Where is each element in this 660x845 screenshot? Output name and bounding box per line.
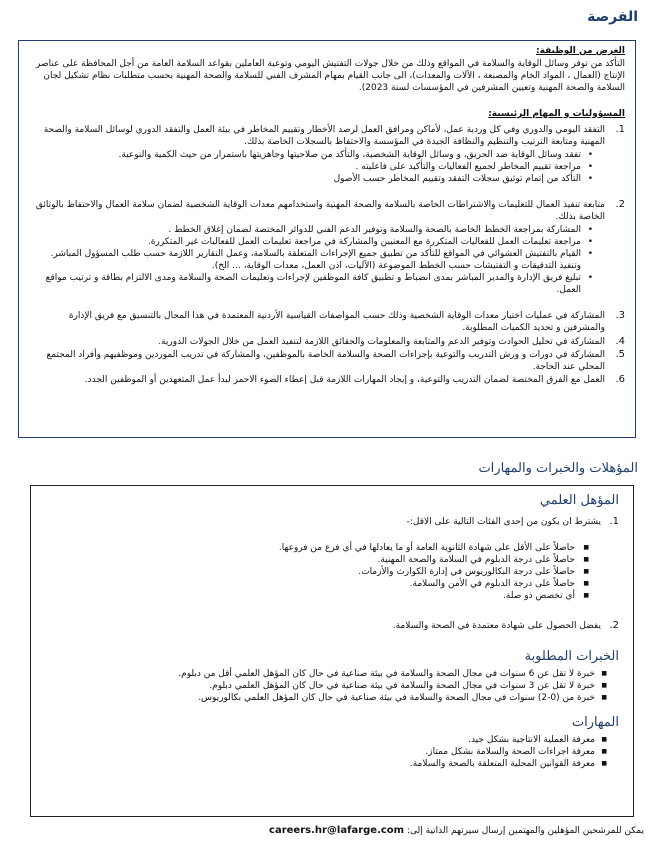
option-item: ■ حاصلاً على الأقل على شهادة الثانوية العامة أو ما يعادلها في أي فرع من فروعها. — [41, 542, 575, 554]
sub-list — [29, 224, 605, 296]
item-text: المشاركة في عمليات اختيار معدات الوقاية الشخصية وذلك حسب المواصفات القياسية الأردنية المعتمدة في هذا المجال بالتنسيق مع فريق الإدارة والمشرفين و تحديد الكميات المطلوبة. — [68, 311, 605, 333]
option-item: ■ حاصلاً على درجة البكالوريوس في إدارة الكوارث والأزمات. — [41, 566, 575, 578]
item-text: العمل مع الفرق المختصة لضمان التدريب والتوعية، و إيجاد المهارات اللازمة قبل إعطاء الضوء الاحمر لبدأ عمل المتعهدين أو الموظفين الجدد. — [84, 375, 605, 385]
item-number: 2. — [609, 620, 619, 631]
qualification-item — [41, 620, 619, 632]
responsibility-item — [29, 349, 625, 373]
item-text: متابعة تنفيذ العمال للتعليمات والاشتراطات الخاصة بالسلامة والصحة المهنية واستخدامهم معدات الوقاية الشخصية لضمان سلامة العمال والاحتفاظ بالوثائق الخاصة بذلك. — [35, 200, 605, 222]
opportunity-box — [18, 40, 636, 438]
item-number: 1. — [615, 124, 625, 135]
option-item: ■ أي تخصص ذو صلة. — [41, 590, 575, 602]
skills-list — [41, 734, 619, 770]
experience-item: ■ خبرة من (0-2) سنوات في مجال الصحة والسلامة في بيئة صناعية في حال كان المؤهل العلمي بكالوريوس. — [41, 692, 595, 704]
responsibilities-list — [29, 124, 625, 386]
item-text: يشترط ان يكون من إحدى الفئات التالية على الاقل:- — [406, 517, 601, 527]
item-text: المشاركة في تحليل الحوادث وتوفير الدعم والمتابعة والمعلومات والحقائق اللازمة لتنفيذ العمل من خلال الجولات الدورية. — [158, 337, 605, 347]
responsibilities-label: المسؤوليات و المهام الرئيسية: — [488, 109, 625, 119]
qualifications-box — [30, 485, 634, 817]
purpose-text: التأكد من توفر وسائل الوقاية والسلامة في المواقع وذلك من خلال جولات التفتيش اليومي وتوعية العاملين بقواعد السلامة العامة من أجل المحافظة على عناصر الإنتاج (العمال ، المواد الخام والمصنعة ، الآلات والمعدات)، الى جانب القيام بمهام المشرف الفني للسلامة والصحة المهنية بحسب متطلبات نظام تشكيل لجان السلامة والصحة المهنية وتعيين المشرفين في المؤسسات لسنة 2023). — [36, 59, 625, 93]
page-title: الفرصة — [587, 9, 638, 25]
sub-item: • مراجعة تعليمات العمل للفعاليات المتكررة مع المعنيين والمشاركة في مراجعة تعليمات العمل للفعاليات غير المتكررة. — [29, 236, 581, 248]
item-number: 4. — [615, 336, 625, 347]
responsibility-item — [29, 310, 625, 334]
skill-item: ■ معرفة القوانين المحلية المتعلقة بالصحة والسلامة. — [41, 758, 595, 770]
skill-item: ■ معرفة العملية الانتاجية بشكل جيد. — [41, 734, 595, 746]
purpose-label: الغرض من الوظيفة: — [536, 46, 625, 56]
item-number: 6. — [615, 374, 625, 385]
item-text: يفضل الحصول على شهادة معتمدة في الصحة والسلامة. — [392, 621, 601, 631]
item-text: المشاركة في دورات و ورش التدريب والتوعية بإجراءات الصحة والسلامة الخاصة بالموظفين، والمشاركة في تدريب الموردين وموظفيهم وأفراد المجتمع المحلي عند الحاجة. — [46, 350, 605, 372]
responsibility-item — [29, 124, 625, 185]
option-item: ■ حاصلاً على درجة الدبلوم في الأمن والسلامة. — [41, 578, 575, 590]
item-number: 3. — [615, 310, 625, 321]
experience-list — [41, 668, 619, 704]
qualification-options — [41, 542, 601, 602]
sub-item: • تفقد وسائل الوقاية ضد الحريق، و وسائل الوقاية الشخصية، والتأكد من صلاحيتها وجاهزيتها باستمرار من حيث الكمية والنوعية. — [29, 149, 581, 161]
sub-item: • القيام بالتفتيش العشوائي في المواقع للتأكد من تطبيق جميع الإجراءات المتعلقة بالسلامة، وعمل التقارير اللازمة حسب طلب المسؤول المباشر. وتنفيذ التدقيقات و التفتيشات حسب الخطط الموضوعة (الآليات، اذن العمل، معدات الوقاية، ... الخ). — [29, 248, 581, 272]
responsibility-item — [29, 374, 625, 386]
option-item: ■ حاصلاً على درجة الدبلوم في السلامة والصحة المهنية. — [41, 554, 575, 566]
qualification-item — [41, 516, 619, 602]
item-number: 1. — [609, 516, 619, 527]
qualification-heading: المؤهل العلمي — [539, 493, 619, 508]
sub-item: • المشاركة بمراجعة الخطط الخاصة بالصحة والسلامة وتوفير الدعم الفني للدوائر المختصة لضمان إغلاق الخطط . — [29, 224, 581, 236]
sub-item: • التأكد من إتمام توثيق سجلات التفقد وتقييم المخاطر حسب الأصول — [29, 173, 581, 185]
sub-item: • تبليغ فريق الإدارة والمدير المباشر بمدى انضباط و تطبيق كافة الموظفين لإجراءات وتعليمات الصحة والسلامة ومدى الالتزام بطاقة و ترتيب مواقع العمل. — [29, 272, 581, 296]
responsibility-item — [29, 199, 625, 296]
item-number: 5. — [615, 349, 625, 360]
experience-item: ■ خبرة لا تقل عن 3 سنوات في مجال الصحة والسلامة في بيئة صناعية في حال كان المؤهل العلمي دبلوم. — [41, 680, 595, 692]
email-link[interactable]: careers.hr@lafarge.com — [269, 825, 405, 836]
item-text: التفقد اليومي والدوري وفي كل وردية عمل، لأماكن ومرافق العمل لرصد الأخطار وتقييم المخاطر في بيئة العمل والتفقد الدوري لوسائل السلامة والصحة المهنية ومتابعة الترتيب والتنظيم والنظافة الجيدة في المؤسسة والاحتفاظ بالسجلات الخاصة بذلك. — [43, 125, 605, 147]
item-number: 2. — [615, 199, 625, 210]
sub-list — [29, 149, 605, 185]
footer — [269, 825, 644, 837]
skills-heading: المهارات — [571, 715, 619, 730]
sub-item: • مراجعة تقييم المخاطر لجميع الفعاليات والتأكيد على فاعليته . — [29, 161, 581, 173]
responsibility-item — [29, 336, 625, 348]
qualifications-section-title: المؤهلات والخبرات والمهارات — [478, 461, 638, 476]
footer-text: يمكن للمرشحين المؤهلين والمهتمين إرسال سيرتهم الذاتية إلى: — [406, 826, 644, 836]
experience-item: ■ خبرة لا تقل عن 6 سنوات في مجال الصحة والسلامة في بيئة صناعية في حال كان المؤهل العلمي أقل من دبلوم. — [41, 668, 595, 680]
qualification-list — [41, 516, 619, 632]
experience-heading: الخبرات المطلوبة — [524, 649, 619, 664]
skill-item: ■ معرفة اجراءات الصحة والسلامة بشكل ممتاز. — [41, 746, 595, 758]
